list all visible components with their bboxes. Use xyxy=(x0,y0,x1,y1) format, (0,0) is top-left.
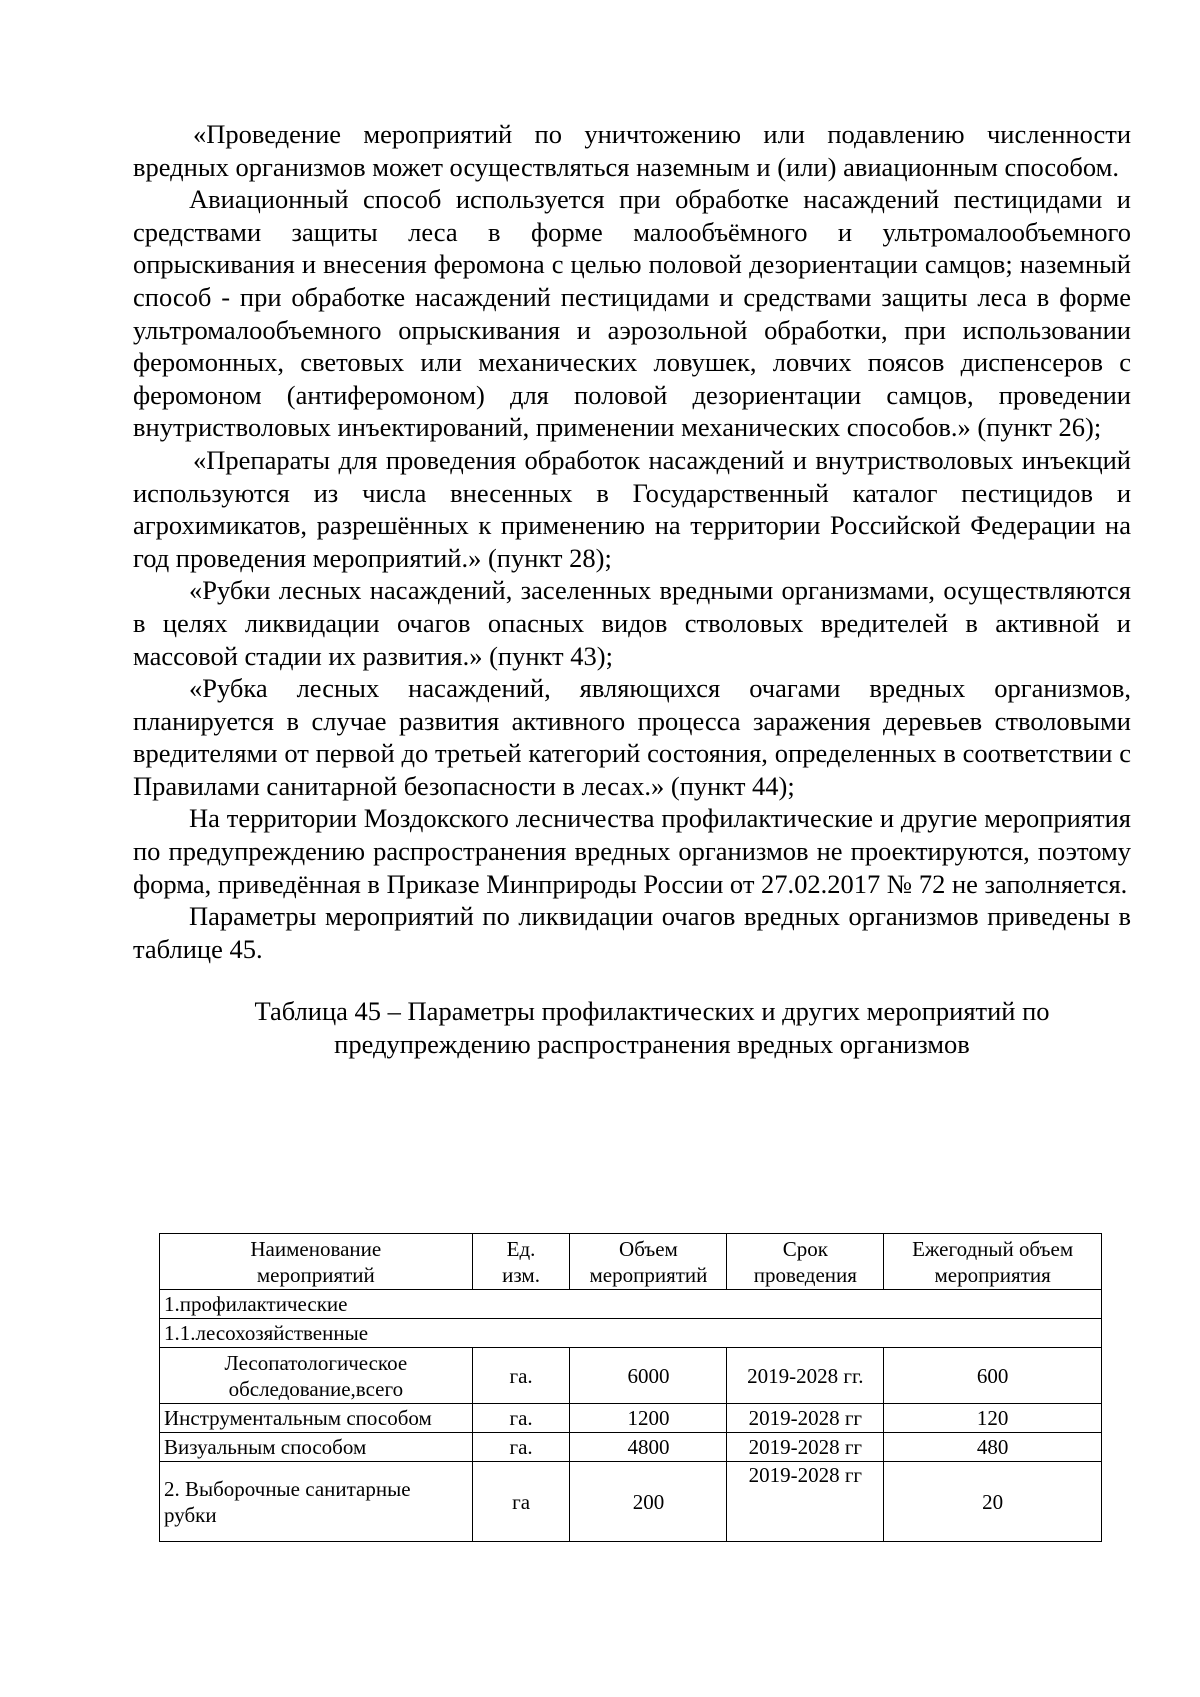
cell-volume: 4800 xyxy=(570,1433,727,1462)
measures-table xyxy=(159,1233,1102,1542)
header-unit: Ед. изм. xyxy=(472,1234,570,1290)
cell-term: 2019-2028 гг. xyxy=(727,1348,884,1404)
header-term: Срок проведения xyxy=(727,1234,884,1290)
table-row xyxy=(160,1348,1102,1404)
cell-term: 2019-2028 гг xyxy=(727,1433,884,1462)
cell-unit: га. xyxy=(472,1433,570,1462)
table-section-row xyxy=(160,1290,1102,1319)
paragraph: На территории Моздокского лесничества профилактические и другие мероприятия по предупреждению распространения вредных организмов не проектируются, поэтому форма, приведённая в Приказе Минприроды России от 27.02.2017 № 72 не заполняется. xyxy=(133,803,1131,899)
cell-name: Лесопатологическое обследование,всего xyxy=(160,1348,473,1404)
cell-annual: 600 xyxy=(884,1348,1102,1404)
cell-unit: га xyxy=(472,1462,570,1542)
table-section-row xyxy=(160,1319,1102,1348)
paragraph: Авиационный способ используется при обработке насаждений пестицидами и средствами защиты леса в форме малообъёмного и ультромалообъемного опрыскивания и внесения феромона с целью половой дезориентации самцов; наземный способ - при обработке насаждений пестицидами и средствами защиты леса в форме ультромалообъемного опрыскивания и аэрозольной обработки, при использовании феромонных, световых или механических ловушек, ловчих поясов диспенсеров с феромоном (антиферомоном) для половой дезориентации самцов, проведении внутристволовых инъектирований, применении механических способов.» (пункт 26); xyxy=(133,184,1131,443)
paragraph: «Рубка лесных насаждений, являющихся очагами вредных организмов, планируется в случае развития активного процесса заражения деревьев стволовыми вредителями от первой до третьей категорий состояния, определенных в соответствии с Правилами санитарной безопасности в лесах.» (пункт 44); xyxy=(133,673,1131,801)
document-page xyxy=(133,118,1131,1060)
cell-annual: 120 xyxy=(884,1404,1102,1433)
paragraph: «Рубки лесных насаждений, заселенных вредными организмами, осуществляются в целях ликвидации очагов опасных видов стволовых вредителей в активной и массовой стадии их развития.» (пункт 43); xyxy=(133,575,1131,671)
cell-volume: 200 xyxy=(570,1462,727,1542)
cell-volume: 6000 xyxy=(570,1348,727,1404)
header-volume: Объем мероприятий xyxy=(570,1234,727,1290)
cell-term: 2019-2028 гг xyxy=(727,1462,884,1542)
table-row xyxy=(160,1433,1102,1462)
table-row xyxy=(160,1404,1102,1433)
paragraph: «Проведение мероприятий по уничтожению или подавлению численности вредных организмов может осуществляться наземным и (или) авиационным способом. xyxy=(133,119,1131,182)
paragraph: «Препараты для проведения обработок насаждений и внутристволовых инъекций используются из числа внесенных в Государственный каталог пестицидов и агрохимикатов, разрешённых к применению на территории Российской Федерации на год проведения мероприятий.» (пункт 28); xyxy=(133,444,1131,573)
cell-name: 2. Выборочные санитарные рубки xyxy=(160,1462,473,1542)
table-caption-line: предупреждению распространения вредных организмов xyxy=(334,1028,970,1059)
cell-unit: га. xyxy=(472,1404,570,1433)
table-header-row xyxy=(160,1234,1102,1290)
table-caption xyxy=(133,995,1131,1060)
section-label: 1.профилактические xyxy=(160,1290,1102,1319)
cell-name: Визуальным способом xyxy=(160,1433,473,1462)
table-caption-line: Таблица 45 – Параметры профилактических и других мероприятий по xyxy=(254,996,1050,1027)
cell-annual: 480 xyxy=(884,1433,1102,1462)
table-row xyxy=(160,1462,1102,1542)
section-label: 1.1.лесохозяйственные xyxy=(160,1319,1102,1348)
paragraph: Параметры мероприятий по ликвидации очагов вредных организмов приведены в таблице 45. xyxy=(133,901,1131,964)
header-annual: Ежегодный объем мероприятия xyxy=(884,1234,1102,1290)
cell-term: 2019-2028 гг xyxy=(727,1404,884,1433)
header-name: Наименование мероприятий xyxy=(160,1234,473,1290)
cell-unit: га. xyxy=(472,1348,570,1404)
cell-annual: 20 xyxy=(884,1462,1102,1542)
cell-name: Инструментальным способом xyxy=(160,1404,473,1433)
cell-volume: 1200 xyxy=(570,1404,727,1433)
